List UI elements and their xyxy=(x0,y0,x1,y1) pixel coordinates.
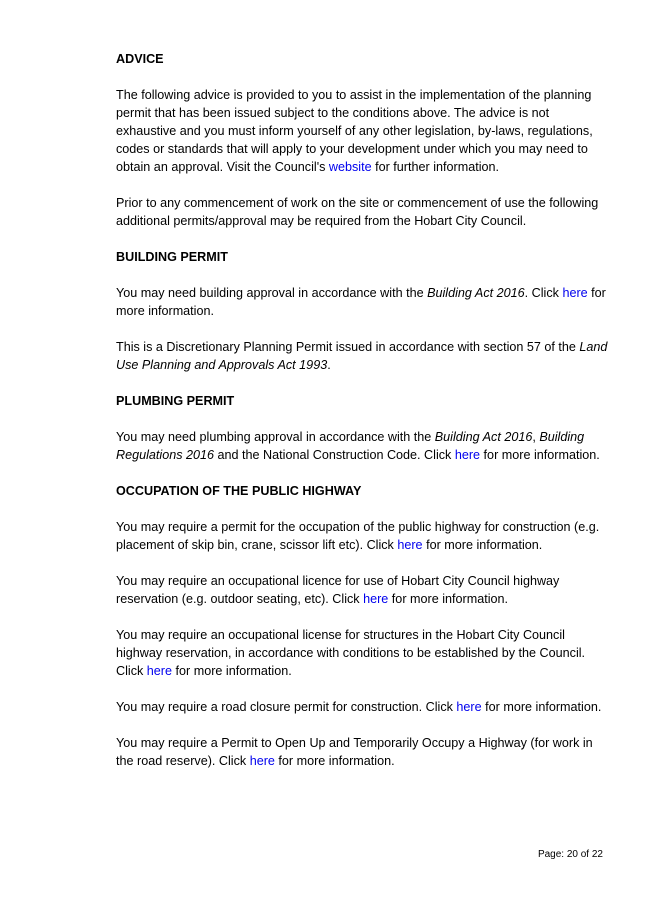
outdoor-seating-paragraph xyxy=(116,572,611,608)
building-permit-heading: BUILDING PERMIT xyxy=(116,250,228,264)
plumbing-building-act-title: Building Act 2016 xyxy=(434,430,533,444)
discretionary-text: This is a Discretionary Planning Permit issued in accordance with section 57 of the xyxy=(116,340,580,354)
road-closure-text-end: for more information. xyxy=(481,700,602,714)
plumbing-text-end: for more information. xyxy=(480,448,600,462)
outdoor-seating-text-end: for more information. xyxy=(388,592,508,606)
road-closure-here-link[interactable]: here xyxy=(456,700,482,714)
building-act-title: Building Act 2016 xyxy=(427,286,525,300)
plumbing-sep: , xyxy=(532,430,540,444)
lupaa-act-title: Land Use Planning and Approvals Act 1993 xyxy=(116,340,608,372)
advice-heading: ADVICE xyxy=(116,52,164,66)
discretionary-text-end: . xyxy=(327,358,331,372)
open-up-highway-paragraph xyxy=(116,734,611,770)
building-approval-paragraph xyxy=(116,284,611,320)
building-text-mid: . Click xyxy=(524,286,563,300)
website-link[interactable]: website xyxy=(328,160,372,174)
highway-occupation-here-link[interactable]: here xyxy=(397,538,423,552)
plumbing-approval-paragraph xyxy=(116,428,611,464)
page-content xyxy=(116,50,611,788)
advice-text: The following advice is provided to you to assist in the implementation of the planning permit that has been issued subject to the conditions above. The advice is not exhaustive and you must inform yourself of any other legislation, by-laws, regulations, codes or standards that will apply to your development under which you may need to obtain an approval. Visit the Council's xyxy=(116,88,593,174)
additional-permits-paragraph: Prior to any commencement of work on the site or commencement of use the following additional permits/approval may be required from the Hobart City Council. xyxy=(116,196,599,228)
structures-license-here-link[interactable]: here xyxy=(146,664,173,678)
open-up-highway-text-end: for more information. xyxy=(274,754,395,768)
highway-occupation-text: You may require a permit for the occupation of the public highway for construction (e.g. placement of skip bin, crane, scissor lift etc). Click xyxy=(116,520,600,552)
plumbing-permit-heading: PLUMBING PERMIT xyxy=(116,394,235,408)
plumbing-text: You may need plumbing approval in accordance with the xyxy=(116,430,435,444)
advice-paragraph xyxy=(116,86,611,176)
open-up-highway-text: You may require a Permit to Open Up and Temporarily Occupy a Highway (for work in the road reserve). Click xyxy=(116,736,593,768)
open-up-highway-here-link[interactable]: here xyxy=(249,754,275,768)
structures-license-text: You may require an occupational license for structures in the Hobart City Council highway reservation, in accordance with conditions to be established by the Council. Click xyxy=(116,628,586,678)
building-text: You may need building approval in accordance with the xyxy=(116,286,428,300)
page-number: Page: 20 of 22 xyxy=(537,849,603,860)
outdoor-seating-text: You may require an occupational licence for use of Hobart City Council highway reservation (e.g. outdoor seating, etc). Click xyxy=(116,574,560,606)
highway-occupation-paragraph xyxy=(116,518,611,554)
road-closure-paragraph xyxy=(116,698,611,716)
structures-license-paragraph xyxy=(116,626,611,680)
highway-occupation-text-end: for more information. xyxy=(422,538,543,552)
building-here-link[interactable]: here xyxy=(562,286,588,300)
outdoor-seating-here-link[interactable]: here xyxy=(363,592,389,606)
building-regulations-title: Building Regulations 2016 xyxy=(116,430,585,462)
structures-license-text-end: for more information. xyxy=(172,664,292,678)
discretionary-permit-paragraph xyxy=(116,338,611,374)
road-closure-text: You may require a road closure permit for construction. Click xyxy=(116,700,457,714)
advice-text-end: for further information. xyxy=(371,160,499,174)
plumbing-here-link[interactable]: here xyxy=(454,448,481,462)
public-highway-heading: OCCUPATION OF THE PUBLIC HIGHWAY xyxy=(116,484,362,498)
plumbing-text-mid: and the National Construction Code. Click xyxy=(214,448,455,462)
building-text-end: for more information. xyxy=(116,286,606,318)
